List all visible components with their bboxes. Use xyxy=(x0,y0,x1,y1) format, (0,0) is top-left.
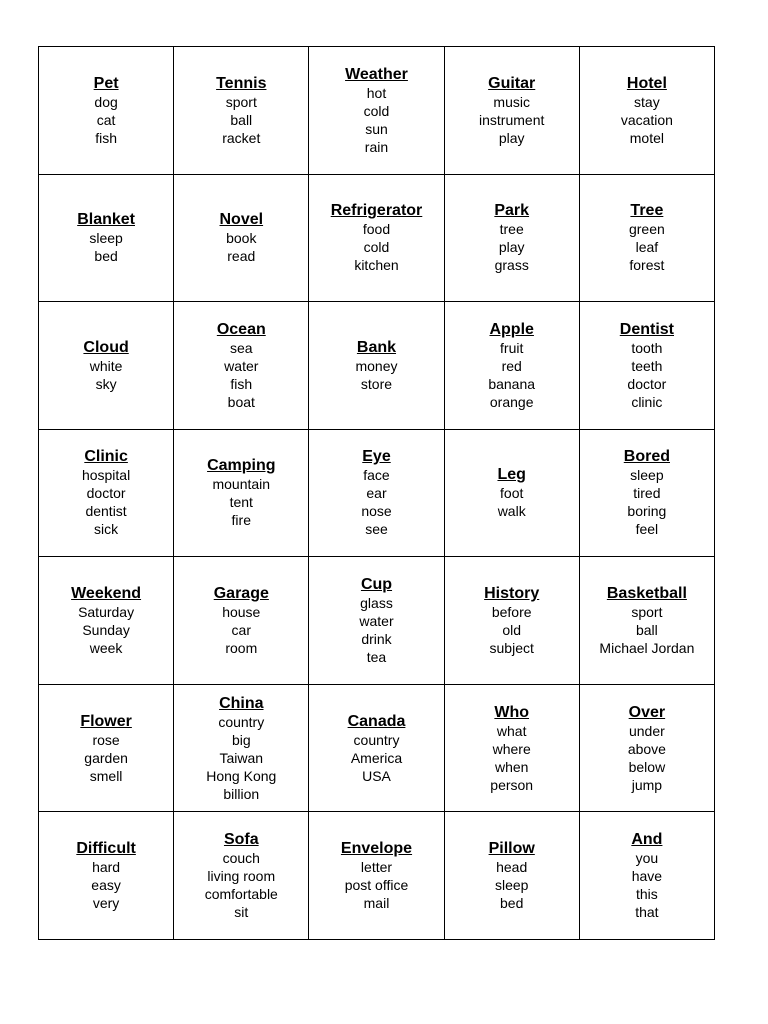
card-word: easy xyxy=(91,877,121,894)
card-word: house xyxy=(222,604,261,621)
word-card xyxy=(580,812,715,940)
card-word: sleep xyxy=(494,877,529,894)
card-title: History xyxy=(484,585,540,603)
card-title: Weekend xyxy=(71,585,142,603)
card-title: Cup xyxy=(360,576,393,594)
card-word: where xyxy=(492,740,531,757)
card-word: that xyxy=(635,904,659,921)
word-card xyxy=(580,557,715,685)
card-word: post office xyxy=(344,877,409,894)
card-title: Hotel xyxy=(626,74,667,92)
card-word-list xyxy=(361,466,391,538)
card-title: Bank xyxy=(356,338,397,356)
card-word-list xyxy=(621,93,673,147)
word-card xyxy=(445,557,580,685)
card-word: bed xyxy=(94,248,118,265)
card-word: subject xyxy=(489,640,534,657)
card-word-list xyxy=(355,357,397,393)
card-title: Clinic xyxy=(84,448,128,466)
card-word: tree xyxy=(499,221,524,238)
card-word: sick xyxy=(94,521,119,538)
card-title: Tree xyxy=(630,202,664,220)
card-word: store xyxy=(360,375,393,392)
card-word: when xyxy=(494,758,529,775)
card-title: Camping xyxy=(207,457,276,475)
card-word: couch xyxy=(222,850,260,867)
card-word: below xyxy=(628,758,666,775)
card-word-list xyxy=(488,339,535,411)
card-title: Basketball xyxy=(606,585,687,603)
card-word: boring xyxy=(627,503,667,520)
card-word: fire xyxy=(231,512,251,529)
card-word: stay xyxy=(634,93,660,110)
card-sheet xyxy=(38,46,715,940)
card-word: play xyxy=(498,129,525,146)
card-word-list xyxy=(490,722,533,794)
card-title: Cloud xyxy=(83,338,129,356)
word-card xyxy=(445,302,580,430)
word-card xyxy=(174,47,309,175)
card-title: Eye xyxy=(362,448,391,466)
word-card xyxy=(445,47,580,175)
word-card xyxy=(39,175,174,303)
card-word: red xyxy=(501,357,522,374)
card-word: car xyxy=(231,622,251,639)
word-card xyxy=(39,47,174,175)
card-word: hard xyxy=(92,859,121,876)
word-card xyxy=(580,685,715,813)
card-word: motel xyxy=(629,129,664,146)
card-word: racket xyxy=(222,129,261,146)
card-word: tent xyxy=(229,494,253,511)
card-word-list xyxy=(498,484,526,520)
card-word: head xyxy=(496,859,528,876)
card-word-list xyxy=(84,731,128,785)
card-word-list xyxy=(599,603,694,657)
word-card xyxy=(309,47,444,175)
card-word: boat xyxy=(227,393,255,410)
card-word-list xyxy=(628,722,666,794)
card-word: water xyxy=(359,613,394,630)
card-word: room xyxy=(225,640,258,657)
word-card xyxy=(445,175,580,303)
card-word: sit xyxy=(234,904,249,921)
card-word: teeth xyxy=(631,357,663,374)
card-title: Flower xyxy=(80,712,132,730)
word-card xyxy=(174,812,309,940)
card-title: Dentist xyxy=(619,320,674,338)
card-word-list xyxy=(351,731,402,785)
card-word: big xyxy=(231,731,251,748)
card-word-list xyxy=(629,220,665,274)
card-word: under xyxy=(628,722,665,739)
word-card xyxy=(580,430,715,558)
card-word-list xyxy=(627,466,666,538)
card-word: doctor xyxy=(86,485,126,502)
card-word-list xyxy=(90,357,123,393)
card-word: cold xyxy=(363,102,390,119)
card-word: country xyxy=(218,713,265,730)
word-card xyxy=(580,302,715,430)
card-word-list xyxy=(632,849,662,921)
card-title: Guitar xyxy=(488,74,536,92)
card-title: Canada xyxy=(347,712,406,730)
word-card xyxy=(39,685,174,813)
word-card xyxy=(309,557,444,685)
card-word: white xyxy=(89,357,123,374)
card-word: sun xyxy=(365,120,388,137)
card-title: Leg xyxy=(497,466,526,484)
card-word: see xyxy=(365,521,388,538)
card-word: dentist xyxy=(85,503,127,520)
card-word: face xyxy=(363,467,390,484)
card-word: Hong Kong xyxy=(206,767,277,784)
card-word: billion xyxy=(223,785,260,802)
card-word: forest xyxy=(629,257,665,274)
word-card xyxy=(445,812,580,940)
card-word: above xyxy=(627,740,666,757)
card-word: instrument xyxy=(479,111,545,128)
card-word-list xyxy=(345,858,409,912)
card-title: Who xyxy=(494,703,530,721)
card-word: sport xyxy=(631,604,663,621)
card-title: Pillow xyxy=(488,840,535,858)
card-word: kitchen xyxy=(354,257,399,274)
card-word: smell xyxy=(89,767,123,784)
card-title: Bored xyxy=(623,448,670,466)
card-word-list xyxy=(222,603,260,657)
card-word: banana xyxy=(488,375,536,392)
card-word: glass xyxy=(360,595,393,612)
card-title: China xyxy=(219,694,264,712)
word-card xyxy=(445,685,580,813)
card-word-list xyxy=(226,229,256,265)
card-word: orange xyxy=(489,393,534,410)
card-word: clinic xyxy=(631,393,663,410)
word-card xyxy=(309,685,444,813)
card-word: bed xyxy=(500,895,524,912)
card-word: fish xyxy=(230,375,253,392)
card-title: And xyxy=(631,831,663,849)
card-word: what xyxy=(496,722,527,739)
card-word: tooth xyxy=(631,339,663,356)
card-word: mountain xyxy=(212,476,271,493)
card-word: water xyxy=(224,357,259,374)
card-word: USA xyxy=(362,767,391,784)
card-word: ear xyxy=(366,485,387,502)
card-word: dog xyxy=(94,93,118,110)
card-title: Ocean xyxy=(216,320,266,338)
card-title: Novel xyxy=(219,211,264,229)
card-word-list xyxy=(479,93,544,147)
card-word: green xyxy=(628,221,665,238)
card-title: Over xyxy=(628,703,666,721)
card-word-list xyxy=(224,339,258,411)
card-word-list xyxy=(364,84,390,156)
card-word: tea xyxy=(366,649,387,666)
card-word: feel xyxy=(635,521,659,538)
card-title: Pet xyxy=(93,74,119,92)
card-word: ball xyxy=(230,111,253,128)
card-word-list xyxy=(94,93,117,147)
card-word: hospital xyxy=(81,467,131,484)
card-word: music xyxy=(493,93,530,110)
card-word: sky xyxy=(95,375,117,392)
card-word-list xyxy=(359,594,393,666)
card-word: fruit xyxy=(500,339,524,356)
card-word: sea xyxy=(230,339,253,356)
card-title: Park xyxy=(494,202,530,220)
card-word: hot xyxy=(366,84,387,101)
card-title: Tennis xyxy=(216,74,267,92)
card-word: read xyxy=(227,248,256,265)
card-word: cat xyxy=(96,111,116,128)
card-title: Garage xyxy=(213,585,269,603)
card-word: letter xyxy=(360,859,393,876)
card-word-list xyxy=(495,220,529,274)
card-title: Apple xyxy=(489,320,534,338)
word-card xyxy=(174,302,309,430)
card-word: person xyxy=(490,776,534,793)
word-card xyxy=(39,302,174,430)
card-word: ball xyxy=(635,622,658,639)
card-word: book xyxy=(226,230,257,247)
card-title: Envelope xyxy=(340,840,413,858)
card-word: garden xyxy=(84,749,128,766)
card-word: Saturday xyxy=(78,604,135,621)
card-word: very xyxy=(92,895,120,912)
card-word: nose xyxy=(361,503,392,520)
card-word: jump xyxy=(631,776,663,793)
card-word: grass xyxy=(494,257,529,274)
card-word-list xyxy=(89,229,122,265)
card-word: comfortable xyxy=(204,886,278,903)
card-word: drink xyxy=(361,631,392,648)
word-card xyxy=(39,557,174,685)
card-title: Difficult xyxy=(76,840,136,858)
card-word: Sunday xyxy=(82,622,130,639)
card-word: fish xyxy=(95,129,117,146)
card-word-list xyxy=(354,220,398,274)
card-word: walk xyxy=(497,503,526,520)
card-word-list xyxy=(206,713,276,803)
card-word: before xyxy=(491,604,532,621)
card-word: you xyxy=(635,850,659,867)
word-card xyxy=(174,430,309,558)
card-title: Blanket xyxy=(77,211,135,229)
card-word: vacation xyxy=(620,111,673,128)
card-word: doctor xyxy=(627,375,667,392)
card-word: money xyxy=(355,357,398,374)
word-card xyxy=(309,812,444,940)
card-word-list xyxy=(212,475,270,529)
word-card xyxy=(39,430,174,558)
card-word-list xyxy=(91,858,121,912)
card-title: Sofa xyxy=(223,831,259,849)
card-word-list xyxy=(495,858,528,912)
card-word: this xyxy=(635,886,658,903)
card-word: mail xyxy=(363,895,390,912)
card-word-list xyxy=(222,93,260,147)
word-card xyxy=(174,557,309,685)
word-card xyxy=(580,175,715,303)
card-word: sport xyxy=(225,93,257,110)
card-word-list xyxy=(490,603,534,657)
card-word: Taiwan xyxy=(219,749,264,766)
card-word: Michael Jordan xyxy=(599,640,695,657)
card-word: food xyxy=(362,221,391,238)
card-word-list xyxy=(78,603,134,657)
word-card xyxy=(445,430,580,558)
card-word: cold xyxy=(363,239,390,256)
card-word: have xyxy=(631,868,663,885)
card-word: sleep xyxy=(89,230,123,247)
card-word-list xyxy=(627,339,666,411)
word-card xyxy=(309,175,444,303)
card-word: living room xyxy=(207,868,276,885)
word-card xyxy=(309,302,444,430)
card-word-list xyxy=(205,849,278,921)
card-word: rain xyxy=(364,138,389,155)
card-title: Weather xyxy=(345,65,408,83)
card-word: leaf xyxy=(635,239,659,256)
card-word: foot xyxy=(500,485,524,502)
card-word: sleep xyxy=(630,467,664,484)
card-word-list xyxy=(82,466,130,538)
word-card xyxy=(174,685,309,813)
word-card xyxy=(39,812,174,940)
card-word: old xyxy=(502,622,522,639)
card-title: Refrigerator xyxy=(330,202,423,220)
card-word: tired xyxy=(633,485,661,502)
word-card xyxy=(309,430,444,558)
word-card xyxy=(580,47,715,175)
card-word: America xyxy=(350,749,403,766)
card-word: rose xyxy=(92,731,120,748)
card-word: week xyxy=(89,640,123,657)
card-word: country xyxy=(353,731,400,748)
word-card xyxy=(174,175,309,303)
card-word: play xyxy=(498,239,525,256)
